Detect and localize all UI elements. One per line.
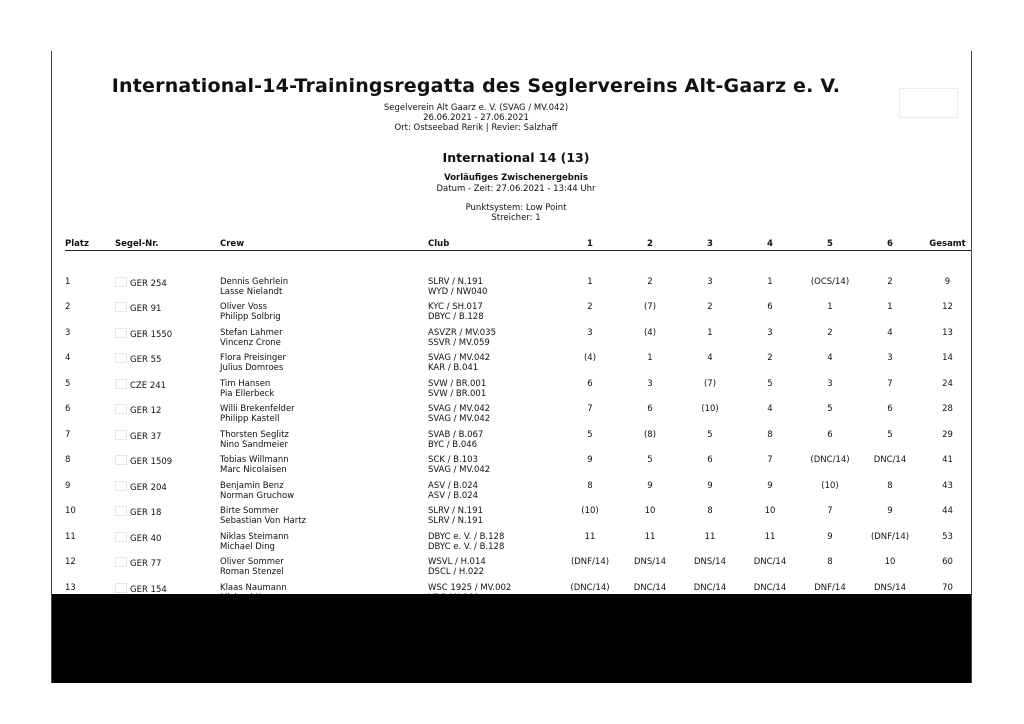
place-cell: 2 [65, 302, 71, 312]
header-place: Platz [65, 237, 115, 251]
helm-club: KYC / SH.017 [428, 302, 483, 312]
race-4-score: 3 [767, 327, 773, 338]
sail-number-cell [115, 353, 220, 379]
table-row [65, 430, 972, 456]
race-1-score: 6 [587, 378, 593, 389]
logo-placeholder [899, 88, 958, 118]
place-cell: 13 [65, 582, 76, 593]
race-6-score: 8 [887, 480, 893, 491]
sail-number: GER 1550 [130, 329, 173, 340]
organizer-line: Segelverein Alt Gaarz e. V. (SVAG / MV.042) [383, 103, 569, 113]
total-score: 24 [942, 378, 953, 389]
flag-icon [115, 302, 127, 312]
sail-number-cell [115, 455, 220, 481]
race-2-score: 3 [647, 378, 653, 389]
race-3-score: (7) [703, 378, 717, 389]
race-2-score: 1 [647, 353, 653, 363]
race-6-score: (DNF/14) [870, 531, 910, 542]
crew-club: DSCL / H.022 [428, 567, 485, 577]
race-4-score: 11 [764, 531, 776, 542]
helm-name: Klaas Naumann [220, 582, 287, 593]
place-cell: 3 [65, 327, 71, 338]
race-2-score: (4) [643, 327, 657, 338]
race-2-score: 10 [644, 506, 656, 516]
flag-icon [115, 430, 127, 440]
race-4-score: 10 [764, 506, 776, 516]
race-1-score: 9 [587, 455, 593, 465]
helm-club: SLRV / N.191 [428, 276, 483, 287]
club-cell [428, 557, 560, 583]
result-datetime: Datum - Zeit: 27.06.2021 - 13:44 Uhr [436, 184, 596, 194]
race-5-score: (DNC/14) [810, 455, 850, 465]
club-cell [428, 481, 560, 507]
sail-number: GER 37 [130, 431, 162, 442]
crew-cell [220, 379, 428, 405]
race-5-score: 6 [827, 429, 833, 440]
helm-club: SCK / B.103 [428, 455, 478, 465]
race-4-score: 9 [767, 480, 773, 491]
sail-number: CZE 241 [130, 380, 167, 391]
race-1-score: (10) [581, 506, 599, 516]
place-cell: 8 [65, 455, 71, 465]
crew-name: Nino Sandmeier [220, 439, 288, 450]
sail-number: GER 40 [130, 533, 162, 544]
helm-name: Niklas Steimann [220, 531, 289, 542]
race-6-score: 6 [887, 404, 893, 414]
helm-name: Willi Brekenfelder [220, 404, 295, 414]
crew-club: SSVR / MV.059 [428, 337, 490, 348]
race-3-score: 5 [707, 429, 713, 440]
club-cell [428, 328, 560, 354]
race-6-score: 5 [887, 429, 893, 440]
date-range: 26.06.2021 - 27.06.2021 [423, 113, 529, 123]
place-cell: 7 [65, 429, 71, 440]
place-cell: 9 [65, 480, 71, 491]
crew-name: Vincenz Crone [220, 337, 281, 348]
flag-icon [115, 404, 127, 414]
crew-name: Sebastian Von Hartz [220, 516, 306, 526]
crew-club: ASV / B.024 [428, 490, 479, 501]
race-5-score: 9 [827, 531, 833, 542]
sail-number-cell [115, 481, 220, 507]
club-cell [428, 302, 560, 328]
header-total: Gesamt [920, 237, 972, 251]
race-6-score: 2 [887, 276, 893, 287]
race-6-score: 4 [887, 327, 893, 338]
crew-cell [220, 353, 428, 379]
race-5-score: DNF/14 [814, 582, 846, 593]
sail-number-cell [115, 379, 220, 405]
crew-name: Pia Ellerbeck [220, 388, 275, 399]
crew-cell [220, 404, 428, 430]
race-2-score: DNS/14 [634, 557, 666, 567]
race-1-score: 8 [587, 480, 593, 491]
total-score: 44 [942, 506, 953, 516]
header-club: Club [428, 237, 560, 251]
race-5-score: (10) [821, 480, 839, 491]
crew-club: SVAG / MV.042 [428, 414, 491, 424]
race-6-score: 1 [887, 302, 893, 312]
race-2-score: (8) [643, 429, 657, 440]
crew-cell [220, 302, 428, 328]
flag-icon [115, 481, 127, 491]
helm-name: Oliver Sommer [220, 557, 284, 567]
flag-icon [115, 455, 127, 465]
race-2-score: 2 [647, 276, 653, 287]
table-row [65, 506, 972, 532]
race-2-score: 11 [644, 531, 656, 542]
helm-name: Thorsten Seglitz [220, 429, 289, 440]
total-score: 43 [942, 480, 953, 491]
header-race-2: 2 [620, 237, 680, 251]
flag-icon [115, 379, 127, 389]
club-cell [428, 277, 560, 303]
sail-number: GER 12 [130, 406, 162, 416]
flag-icon [115, 328, 127, 338]
race-4-score: 2 [767, 353, 773, 363]
place-cell: 4 [65, 353, 71, 363]
crew-name: Roman Stenzel [220, 567, 284, 577]
crew-cell [220, 532, 428, 558]
table-row [65, 328, 972, 354]
race-5-score: 8 [827, 557, 833, 567]
club-cell [428, 404, 560, 430]
result-status: Vorläufiges Zwischenergebnis [444, 173, 588, 183]
race-1-score: (4) [583, 353, 597, 363]
race-3-score: (10) [701, 404, 719, 414]
race-6-score: 3 [887, 353, 893, 363]
helm-club: SVAG / MV.042 [428, 353, 491, 363]
helm-name: Benjamin Benz [220, 480, 284, 491]
header-crew: Crew [220, 237, 428, 251]
table-row [65, 481, 972, 507]
crew-cell [220, 430, 428, 456]
race-4-score: 5 [767, 378, 773, 389]
club-cell [428, 532, 560, 558]
race-1-score: (DNC/14) [570, 582, 610, 593]
place-cell: 1 [65, 276, 71, 287]
table-row [65, 404, 972, 430]
helm-club: ASVZR / MV.035 [428, 327, 496, 338]
race-2-score: 6 [647, 404, 653, 414]
total-score: 29 [942, 429, 953, 440]
helm-name: Tim Hansen [220, 378, 271, 389]
place-cell: 12 [65, 557, 76, 567]
flag-icon [115, 532, 127, 542]
helm-club: ASV / B.024 [428, 480, 479, 491]
club-cell [428, 455, 560, 481]
crew-club: KAR / B.041 [428, 363, 479, 373]
race-6-score: 7 [887, 378, 893, 389]
scoring-system: Punktsystem: Low Point [465, 203, 567, 213]
sail-number: GER 91 [130, 304, 162, 314]
sail-number: GER 77 [130, 559, 162, 569]
results-table [65, 237, 972, 608]
race-2-score: DNC/14 [633, 582, 667, 593]
table-row [65, 557, 972, 583]
crew-name: Michael Ding [220, 541, 275, 552]
race-4-score: DNC/14 [753, 582, 787, 593]
race-5-score: 1 [827, 302, 833, 312]
results-page [51, 51, 972, 683]
crew-club: DBYC e. V. / B.128 [428, 541, 505, 552]
race-6-score: 10 [884, 557, 896, 567]
helm-name: Oliver Voss [220, 302, 268, 312]
table-row [65, 532, 972, 558]
race-3-score: 3 [707, 276, 713, 287]
crew-club: SLRV / N.191 [428, 516, 483, 526]
table-row [65, 302, 972, 328]
club-cell [428, 353, 560, 379]
crew-club: BYC / B.046 [428, 439, 478, 450]
crew-cell [220, 557, 428, 583]
race-3-score: 1 [707, 327, 713, 338]
crew-name: Lasse Nielandt [220, 286, 283, 297]
table-header-row [65, 237, 972, 251]
race-1-score: 11 [584, 531, 596, 542]
crew-club: DBYC / B.128 [428, 312, 484, 322]
race-3-score: 8 [707, 506, 713, 516]
flag-icon [115, 277, 127, 287]
crew-club: SVAG / MV.042 [428, 465, 491, 475]
discards-info: Streicher: 1 [491, 213, 541, 223]
race-2-score: 5 [647, 455, 653, 465]
helm-name: Tobias Willmann [220, 455, 289, 465]
spacer-row [65, 251, 972, 277]
helm-club: DBYC e. V. / B.128 [428, 531, 505, 542]
total-score: 14 [942, 353, 953, 363]
sail-number: GER 1509 [130, 457, 173, 467]
sail-number-cell [115, 532, 220, 558]
flag-icon [115, 557, 127, 567]
race-3-score: 2 [707, 302, 713, 312]
helm-club: SVAB / B.067 [428, 429, 484, 440]
race-4-score: 8 [767, 429, 773, 440]
race-4-score: 4 [767, 404, 773, 414]
club-cell [428, 379, 560, 405]
place-cell: 6 [65, 404, 71, 414]
helm-name: Stefan Lahmer [220, 327, 283, 338]
race-1-score: 1 [587, 276, 593, 287]
crew-name: Norman Gruchow [220, 490, 295, 501]
race-3-score: 4 [707, 353, 713, 363]
total-score: 28 [942, 404, 953, 414]
header-race-5: 5 [800, 237, 860, 251]
crew-club: WYD / NW040 [428, 286, 488, 297]
race-2-score: 9 [647, 480, 653, 491]
header-race-4: 4 [740, 237, 800, 251]
race-1-score: 7 [587, 404, 593, 414]
crew-name: Philipp Kastell [220, 414, 280, 424]
total-score: 53 [942, 531, 953, 542]
total-score: 70 [942, 582, 953, 593]
club-cell [428, 506, 560, 532]
sail-number-cell [115, 557, 220, 583]
race-5-score: (OCS/14) [810, 276, 850, 287]
race-3-score: 6 [707, 455, 713, 465]
race-3-score: DNC/14 [693, 582, 727, 593]
sail-number: GER 254 [130, 278, 167, 289]
header-race-6: 6 [860, 237, 920, 251]
race-2-score: (7) [643, 302, 657, 312]
crew-name: Philipp Solbrig [220, 312, 281, 322]
total-score: 13 [942, 327, 953, 338]
regatta-title: International-14-Trainingsregatta des Seglervereins Alt-Gaarz e. V. [111, 75, 841, 97]
table-row [65, 455, 972, 481]
crew-cell [220, 506, 428, 532]
table-row [65, 379, 972, 405]
sail-number-cell [115, 506, 220, 532]
race-1-score: 2 [587, 302, 593, 312]
sail-number: GER 154 [130, 584, 167, 595]
race-4-score: 6 [767, 302, 773, 312]
race-1-score: 5 [587, 429, 593, 440]
race-6-score: DNC/14 [873, 455, 907, 465]
crew-name: Julius Domroes [220, 363, 284, 373]
sail-number: GER 18 [130, 508, 162, 518]
race-6-score: 9 [887, 506, 893, 516]
helm-name: Flora Preisinger [220, 353, 287, 363]
results-body [65, 251, 972, 609]
race-5-score: 7 [827, 506, 833, 516]
race-5-score: 5 [827, 404, 833, 414]
helm-name: Birte Sommer [220, 506, 279, 516]
helm-club: WSVL / H.014 [428, 557, 486, 567]
race-5-score: 2 [827, 327, 833, 338]
race-5-score: 3 [827, 378, 833, 389]
sail-number: GER 55 [130, 355, 162, 365]
place-cell: 10 [65, 506, 76, 516]
place-cell: 5 [65, 378, 71, 389]
sail-number-cell [115, 430, 220, 456]
race-3-score: 9 [707, 480, 713, 491]
flag-icon [115, 353, 127, 363]
crew-club: SVW / BR.001 [428, 388, 487, 399]
race-4-score: 7 [767, 455, 773, 465]
crew-name: Marc Nicolaisen [220, 465, 287, 475]
crew-cell [220, 481, 428, 507]
total-score: 60 [942, 557, 953, 567]
sail-number-cell [115, 404, 220, 430]
table-row [65, 353, 972, 379]
race-4-score: DNC/14 [753, 557, 787, 567]
helm-name: Dennis Gehrlein [220, 276, 289, 287]
helm-club: SVAG / MV.042 [428, 404, 491, 414]
crew-cell [220, 455, 428, 481]
header-race-3: 3 [680, 237, 740, 251]
total-score: 9 [944, 276, 951, 287]
header-race-1: 1 [560, 237, 620, 251]
race-3-score: 11 [704, 531, 716, 542]
race-5-score: 4 [827, 353, 833, 363]
race-1-score: (DNF/14) [570, 557, 610, 567]
race-3-score: DNS/14 [694, 557, 726, 567]
table-row [65, 277, 972, 303]
sail-number-cell [115, 277, 220, 303]
header-sail-number: Segel-Nr. [115, 237, 220, 251]
club-cell [428, 430, 560, 456]
total-score: 41 [942, 455, 953, 465]
black-bar [52, 594, 971, 683]
race-4-score: 1 [767, 276, 773, 287]
venue-line: Ort: Ostseebad Rerik | Revier: Salzhaff [394, 123, 558, 133]
crew-cell [220, 277, 428, 303]
flag-icon [115, 506, 127, 516]
sail-number-cell [115, 328, 220, 354]
race-6-score: DNS/14 [874, 582, 906, 593]
sail-number: GER 204 [130, 482, 167, 493]
sail-number-cell [115, 302, 220, 328]
helm-club: SVW / BR.001 [428, 378, 487, 389]
place-cell: 11 [65, 531, 76, 542]
total-score: 12 [942, 302, 953, 312]
class-title: International 14 (13) [442, 150, 590, 165]
helm-club: SLRV / N.191 [428, 506, 483, 516]
flag-icon [115, 583, 127, 593]
crew-cell [220, 328, 428, 354]
helm-club: WSC 1925 / MV.002 [428, 582, 512, 593]
race-1-score: 3 [587, 327, 593, 338]
